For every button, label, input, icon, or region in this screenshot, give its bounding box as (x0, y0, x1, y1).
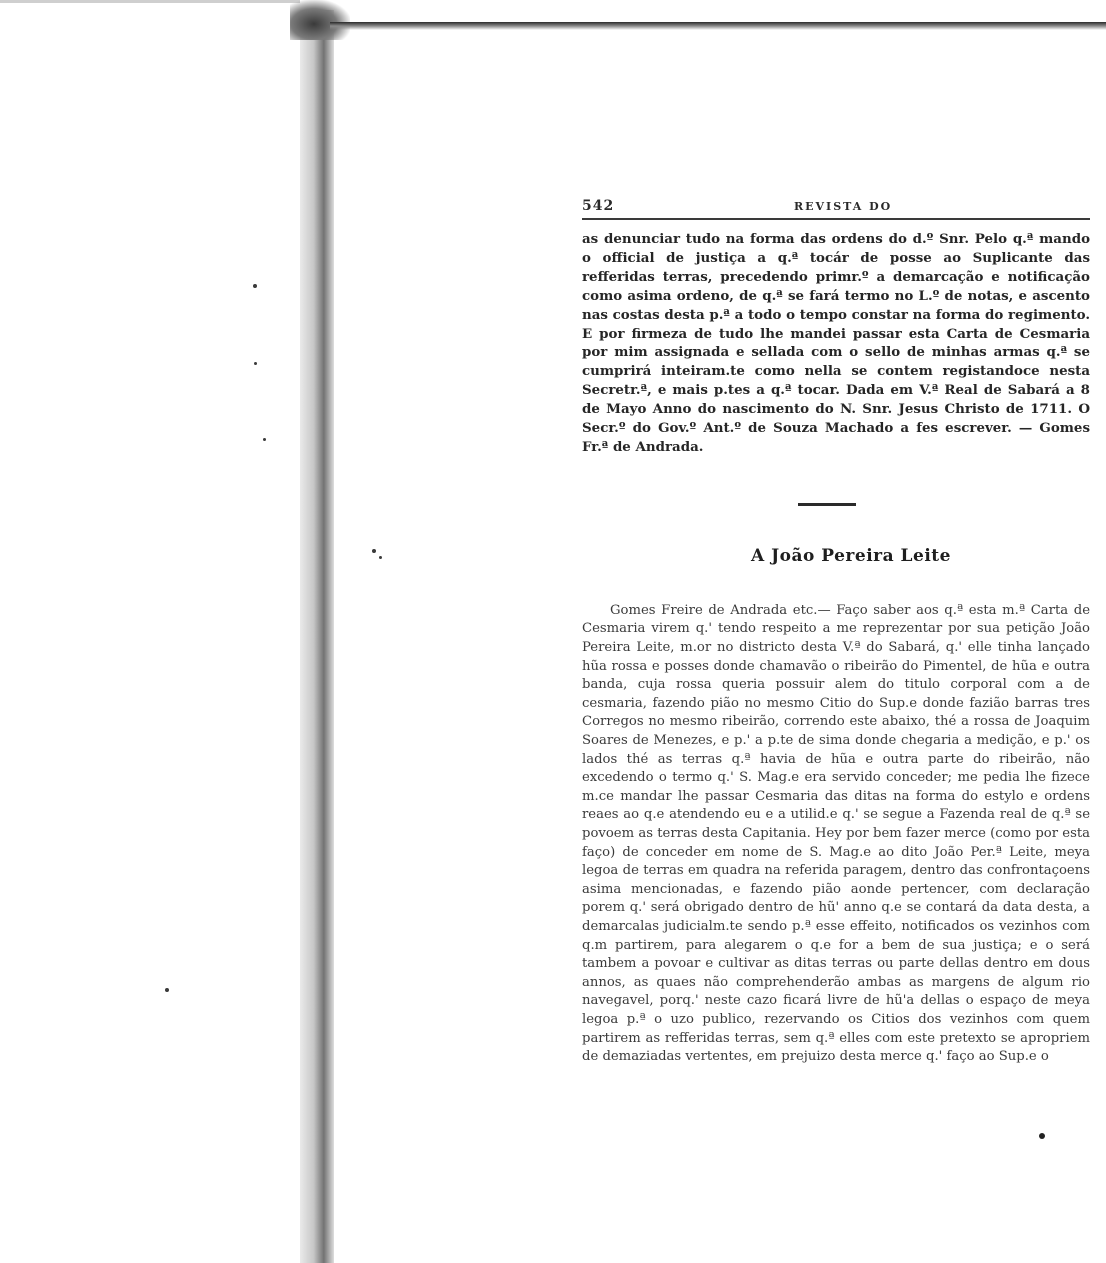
scan-speck (253, 284, 257, 288)
section-divider (798, 503, 856, 506)
header-rule (582, 218, 1090, 220)
running-title: REVISTA DO (794, 200, 893, 213)
scan-speck (165, 988, 169, 992)
scan-speck (379, 556, 382, 559)
spine-top-shadow (290, 0, 350, 40)
scan-speck (254, 362, 257, 365)
facing-page-edge (0, 0, 300, 3)
running-head (582, 196, 1090, 216)
body-paragraph-continued: as denunciar tudo na forma das ordens do d.º Snr. Pelo q.ª mando o official de justiça a q.ª tocár de posse ao Suplicante das refferidas terras, precedendo primr.º a demarcação e notificação como asima ordeno, de q.ª se fará termo no L.º de notas, e ascento nas costas desta p.ª a todo o tempo constar na forma do regimento. E por firmeza de tudo lhe mandei passar esta Carta de Cesmaria por mim assignada e sellada com o sello de minhas armas q.ª se cumprirá inteiram.te como nella se contem registandoce nesta Secretr.ª, e mais p.tes a q.ª tocar. Dada em V.ª Real de Sabará a 8 de Mayo Anno do nascimento do N. Snr. Jesus Christo de 1711. O Secr.º do Gov.º Ant.º de Souza Machado a fes escrever. — Gomes Fr.ª de Andrada. (582, 231, 1090, 455)
book-spine-shadow (300, 10, 334, 1263)
section-heading: A João Pereira Leite (751, 545, 951, 566)
page-top-edge (330, 22, 1106, 30)
page-mark-dot (1039, 1133, 1045, 1139)
scan-speck (372, 549, 376, 553)
scan-speck (263, 438, 266, 441)
book-page (582, 196, 1090, 1067)
page-number: 542 (582, 198, 615, 214)
body-paragraph: Gomes Freire de Andrada etc.— Faço saber aos q.ª esta m.ª Carta de Cesmaria virem q.' tendo respeito a me reprezentar por sua petição João Pereira Leite, m.or no districto desta V.ª do Sabará, q.' elle tinha lançado hũa rossa e posses donde chamavão o ribeirão do Pimentel, de hũa e outra banda, cuja rossa queria possuir alem do titulo corporal com a de cesmaria, fazendo pião no mesmo Citio do Sup.e donde fazião barras tres Corregos no mesmo ribeirão, correndo este abaixo, thé a rossa de Joaquim Soares de Menezes, e p.' a p.te de sima donde chegaria a medição, e p.' os lados thé as terras q.ª havia de hũa e outra parte do ribeirão, não excedendo o termo q.' S. Mag.e era servido conceder; me pedia lhe fizece m.ce mandar lhe passar Cesmaria das ditas na forma do estylo e ordens reaes ao q.e atendendo eu e a utilid.e q.' se segue a Fazenda real de q.ª se povoem as terras desta Capitania. Hey por bem fazer merce (como por esta faço) de conceder em nome de S. Mag.e ao dito João Per.ª Leite, meya legoa de terras em quadra na referida paragem, dentro das confrontaçoens asima mencionadas, e fazendo pião aonde pertencer, com declaração porem q.' será obrigado dentro de hũ' anno q.e se contará da data desta, a demarcalas judicialm.te sendo p.ª esse effeito, notificados os vezinhos com q.m partirem, para alegarem o q.e for a bem de sua justiça; e o será tambem a povoar e cultivar as ditas terras ou parte dellas dentro em dous annos, as quaes não comprehenderão ambas as margens de algum rio navegavel, porq.' neste cazo ficará livre de hũ'a dellas o espaço de meya legoa p.ª o uzo publico, rezervando os Citios dos vezinhos com quem partirem as refferidas terras, sem q.ª elles com este pretexto se apropriem de demaziadas vertentes, em prejuizo desta merce q.' faço ao Sup.e o (582, 602, 1090, 1065)
book-gutter (0, 0, 360, 1263)
